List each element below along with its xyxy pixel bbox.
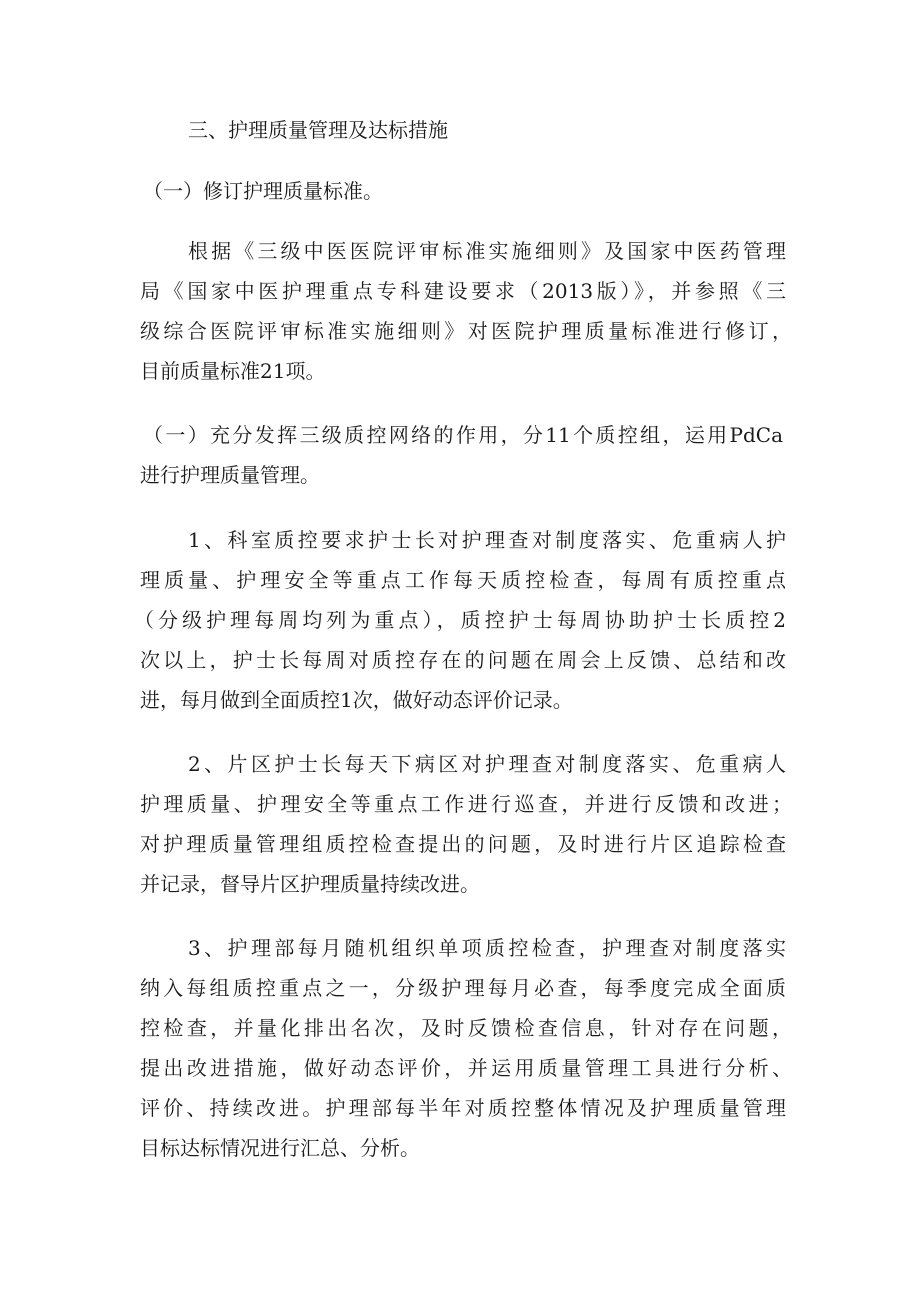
- list-item-line: 2、片区护士长每天下病区对护理查对制度落实、危重病人: [188, 752, 786, 776]
- section-heading: 三、护理质量管理及达标措施: [188, 118, 448, 142]
- list-item-line: 控检查，并量化排出名次，及时反馈检查信息，针对存在问题，: [140, 1016, 792, 1040]
- paragraph-line: （一）充分发挥三级质控网络的作用，分11个质控组，运用PdCa: [143, 423, 783, 447]
- list-item-line: 1、科室质控要求护士长对护理查对制度落实、危重病人护: [188, 528, 786, 552]
- list-item-line: 进，每月做到全面质控1次，做好动态评价记录。: [140, 688, 573, 712]
- subheading-revise-standards: （一）修订护理质量标准。: [143, 179, 383, 203]
- paragraph-line: 进行护理质量管理。: [140, 463, 320, 487]
- list-item-line: 评价、持续改进。护理部每半年对质控整体情况及护理质量管理: [140, 1096, 786, 1120]
- paragraph-line: 根据《三级中医医院评审标准实施细则》及国家中医药管理: [188, 239, 786, 263]
- list-item-line: 目标达标情况进行汇总、分析。: [140, 1136, 420, 1160]
- list-item-line: 并记录，督导片区护理质量持续改进。: [140, 872, 480, 896]
- list-item-line: （分级护理每周均列为重点），质控护士每周协助护士长质控2: [134, 608, 786, 632]
- list-item-line: 纳入每组质控重点之一，分级护理每月必查，每季度完成全面质: [140, 976, 786, 1000]
- list-item-line: 3、护理部每月随机组织单项质控检查，护理查对制度落实: [188, 936, 786, 960]
- list-item-line: 对护理质量管理组质控检查提出的问题，及时进行片区追踪检查: [140, 832, 786, 856]
- list-item-line: 次以上，护士长每周对质控存在的问题在周会上反馈、总结和改: [140, 648, 786, 672]
- paragraph-line: 局《国家中医护理重点专科建设要求（2013版）》，并参照《三: [140, 279, 786, 303]
- list-item-line: 护理质量、护理安全等重点工作进行巡查，并进行反馈和改进；: [140, 792, 792, 816]
- list-item-line: 提出改进措施，做好动态评价，并运用质量管理工具进行分析、: [140, 1056, 792, 1080]
- list-item-line: 理质量、护理安全等重点工作每天质控检查，每周有质控重点: [140, 568, 786, 592]
- paragraph-line: 目前质量标准21项。: [140, 359, 326, 383]
- paragraph-line: 级综合医院评审标准实施细则》对医院护理质量标准进行修订，: [140, 319, 792, 343]
